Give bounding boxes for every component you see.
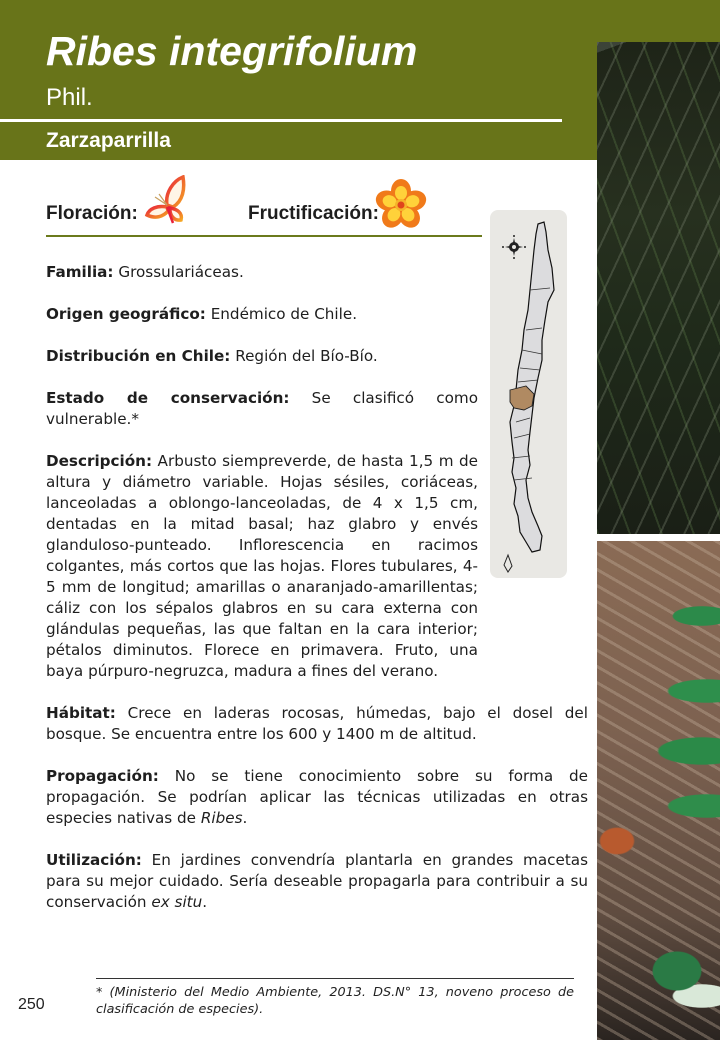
footnote-divider [96, 978, 574, 979]
field-habitat: Hábitat: Crece en laderas rocosas, húmedas, bajo el dosel del bosque. Se encuentra entre los 600 y 1400 m de altitud. [46, 704, 588, 743]
footnote: * (Ministerio del Medio Ambiente, 2013. DS.N° 13, noveno proceso de clasificación de especies). [96, 985, 574, 1017]
field-estado-conservacion: Estado de conservación: Se clasificó como vulnerable.* [46, 389, 479, 428]
flower-icon [374, 179, 428, 231]
flowering-label: Floración: [46, 203, 138, 224]
field-utilizacion: Utilización: En jardines convendría plantarla en grandes macetas para su mejor cuidado. Sería deseable propagarla para contribuir a su conservación ex situ. [46, 851, 588, 911]
plant-photo [597, 541, 720, 1040]
field-origen: Origen geográfico: Endémico de Chile. [46, 305, 358, 323]
phenology-divider [46, 235, 482, 237]
header-divider [0, 119, 562, 122]
field-descripcion: Descripción: Arbusto siempreverde, de hasta 1,5 m de altura y diámetro variable. Hojas sésiles, coriáceas, lanceoladas a oblongo-lanceoladas, de 4 x 1,5 cm, dentadas en la mitad basal; haz glabro y envés glanduloso-punteado. Inflorescencia en racimos colgantes, más cortos que las hojas. Flores tubulares, 4-5 mm de longitud; amarillas o anaranjado-amarillentas; cáliz con los sépalos glabros en su cara externa con glándulas pequeñas, las que faltan en la cara interior; pétalos diminutos. Florece en primavera. Fruto, una baya púrpuro-negruzca, madura a fines del verano. [46, 452, 478, 680]
field-distribucion: Distribución en Chile: Región del Bío-Bío. [46, 347, 378, 365]
butterfly-icon [143, 175, 191, 227]
field-propagacion: Propagación: No se tiene conocimiento sobre su forma de propagación. Se podrían aplicar las técnicas utilizadas en otras especies nativas de Ribes. [46, 767, 588, 827]
common-name: Zarzaparrilla [46, 129, 171, 152]
species-author: Phil. [46, 84, 93, 111]
page-number: 250 [18, 996, 45, 1013]
fruiting-label: Fructificación: [248, 203, 379, 224]
compass-rose-icon [502, 235, 526, 259]
field-familia: Familia: Grossulariáceas. [46, 263, 244, 281]
species-description [46, 262, 588, 934]
species-title: Ribes integrifolium [46, 28, 418, 74]
habitat-photo [597, 42, 720, 534]
